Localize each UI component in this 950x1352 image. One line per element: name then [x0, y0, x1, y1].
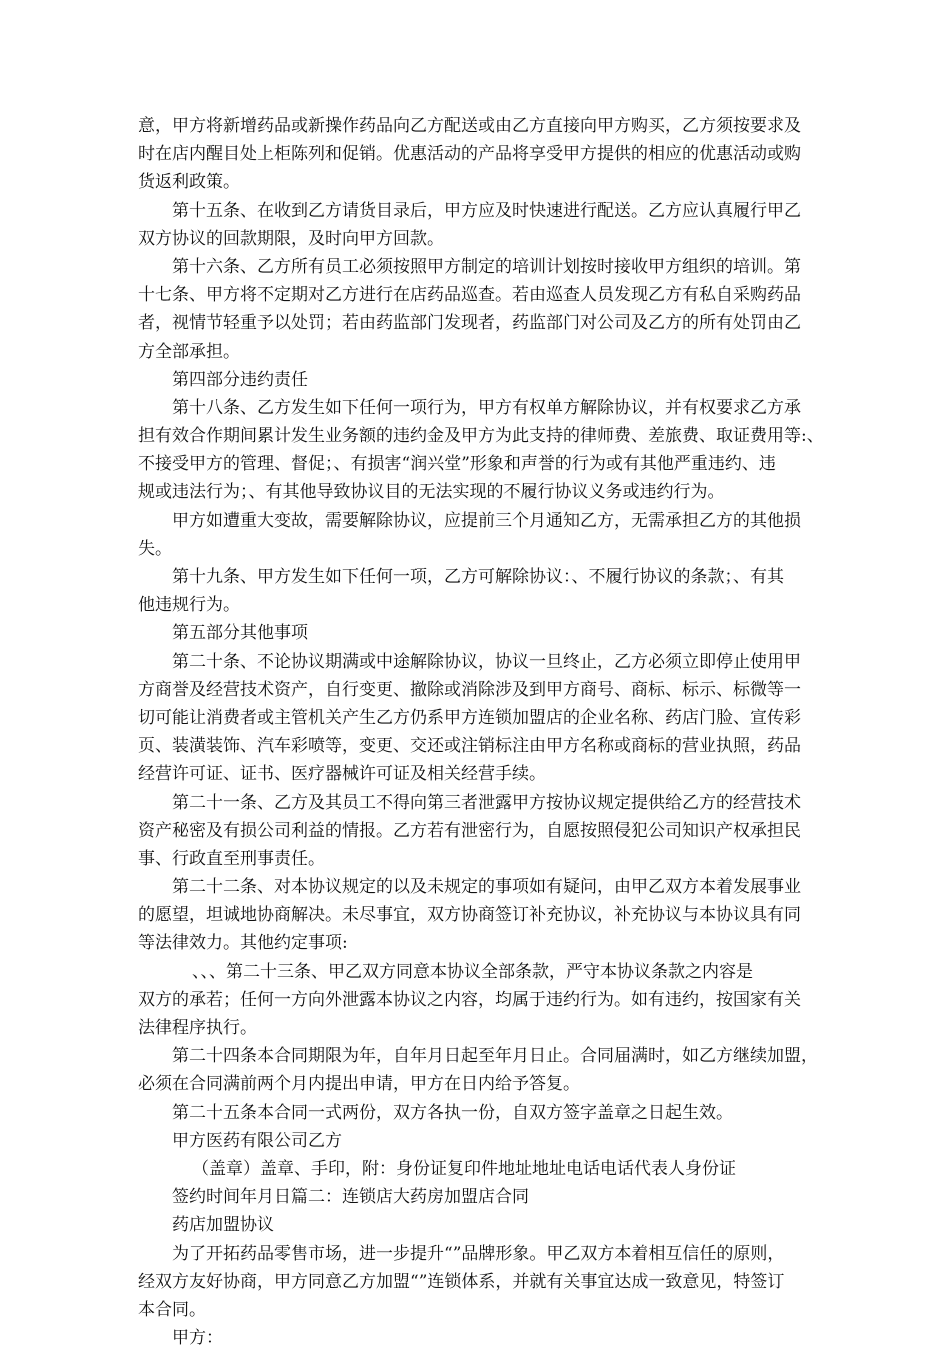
document-line: 药店加盟协议: [172, 1215, 274, 1236]
document-line: 第二十一条、乙方及其员工不得向第三者泄露甲方按协议规定提供给乙方的经营技术: [172, 792, 801, 813]
document-line: 第十九条、甲方发生如下任何一项，乙方可解除协议：、不履行协议的条款；、有其: [172, 567, 784, 587]
document-line: 意，甲方将新增药品或新操作药品向乙方配送或由乙方直接向甲方购买，乙方须按要求及: [138, 116, 801, 136]
document-line: 法律程序执行。: [138, 1018, 257, 1038]
document-line: 双方的承若；任何一方向外泄露本协议之内容，均属于违约行为。如有违约，按国家有关: [138, 989, 801, 1010]
document-line: 时在店内醒目处上柜陈列和促销。优惠活动的产品将享受甲方提供的相应的优惠活动或购: [138, 144, 801, 165]
document-line: 切可能让消费者或主管机关产生乙方仍系甲方连锁加盟店的企业名称、药店门脸、宣传彩: [138, 707, 801, 728]
document-line: 方全部承担。: [138, 341, 240, 362]
document-line: 第二十五条本合同一式两份，双方各执一份，自双方签字盖章之日起生效。: [172, 1102, 733, 1123]
document-line: 第十六条、乙方所有员工必须按照甲方制定的培训计划按时接收甲方组织的培训。第: [172, 256, 801, 277]
document-line: 失。: [138, 538, 172, 559]
document-line: 者，视情节轻重予以处罚；若由药监部门发现者，药监部门对公司及乙方的所有处罚由乙: [138, 313, 801, 334]
document-line: 签约时间年月日篇二：连锁店大药房加盟店合同: [172, 1187, 529, 1208]
document-line: 不接受甲方的管理、督促；、有损害“润兴堂”形象和声誉的行为或有其他严重违约、违: [138, 454, 776, 475]
document-line: 本合同。: [138, 1299, 206, 1320]
document-line: （盖章）盖章、手印，附：身份证复印件地址地址电话电话代表人身份证: [192, 1158, 736, 1179]
document-line: 货返利政策。: [138, 172, 240, 193]
document-line: 方商誉及经营技术资产，自行变更、撤除或消除涉及到甲方商号、商标、标示、标微等一: [138, 679, 801, 700]
document-line: 甲方：: [172, 1328, 223, 1349]
document-line: 事、行政直至刑事责任。: [138, 848, 325, 869]
document-line: 为了开拓药品零售市场，进一步提升“”品牌形象。甲乙双方本着相互信任的原则，: [172, 1243, 785, 1264]
document-line: 规或违法行为；、有其他导致协议目的无法实现的不履行协议义务或违约行为。: [138, 482, 725, 503]
document-line: 十七条、甲方将不定期对乙方进行在店药品巡查。若由巡查人员发现乙方有私自采购药品: [138, 285, 801, 306]
document-line: 经营许可证、证书、医疗器械许可证及相关经营手续。: [138, 764, 546, 785]
document-line: 担有效合作期间累计发生业务额的违约金及甲方为此支持的律师费、差旅费、取证费用等:、: [138, 426, 824, 447]
document-line: 第十五条、在收到乙方请货目录后，甲方应及时快速进行配送。乙方应认真履行甲乙: [172, 200, 801, 221]
document-line: 第二十二条、对本协议规定的以及未规定的事项如有疑问，由甲乙双方本着发展事业: [172, 877, 801, 898]
document-line: 的愿望，坦诚地协商解决。未尽事宜，双方协商签订补充协议，补充协议与本协议具有同: [138, 905, 801, 926]
document-line: 双方协议的回款期限，及时向甲方回款。: [138, 228, 444, 249]
document-line: 他违规行为。: [138, 595, 240, 616]
document-body: [138, 112, 824, 1352]
document-line: 第十八条、乙方发生如下任何一项行为，甲方有权单方解除协议，并有权要求乙方承: [172, 397, 801, 418]
document-line: 必须在合同满前两个月内提出申请，甲方在日内给予答复。: [138, 1074, 580, 1095]
document-line: 、、、第二十三条、甲乙双方同意本协议全部条款，严守本协议条款之内容是: [192, 961, 753, 982]
document-line: 甲方如遭重大变故，需要解除协议，应提前三个月通知乙方，无需承担乙方的其他损: [172, 510, 801, 531]
document-line: 资产秘密及有损公司利益的情报。乙方若有泄密行为，自愿按照侵犯公司知识产权承担民: [138, 820, 801, 841]
document-line: 第二十四条本合同期限为年，自年月日起至年月日止。合同届满时，如乙方继续加盟，: [172, 1046, 818, 1067]
document-line: 等法律效力。其他约定事项:: [138, 933, 348, 954]
document-line: 第二十条、不论协议期满或中途解除协议，协议一旦终止，乙方必须立即停止使用甲: [172, 651, 801, 672]
document-line: 第四部分违约责任: [172, 369, 308, 390]
document-line: 第五部分其他事项: [172, 623, 308, 644]
document-line: 甲方医药有限公司乙方: [172, 1130, 342, 1151]
document-line: 页、装潢装饰、汽车彩喷等，变更、交还或注销标注由甲方名称或商标的营业执照，药品: [138, 736, 801, 757]
document-line: 经双方友好协商，甲方同意乙方加盟“”连锁体系，并就有关事宜达成一致意见，特签订: [138, 1271, 785, 1292]
